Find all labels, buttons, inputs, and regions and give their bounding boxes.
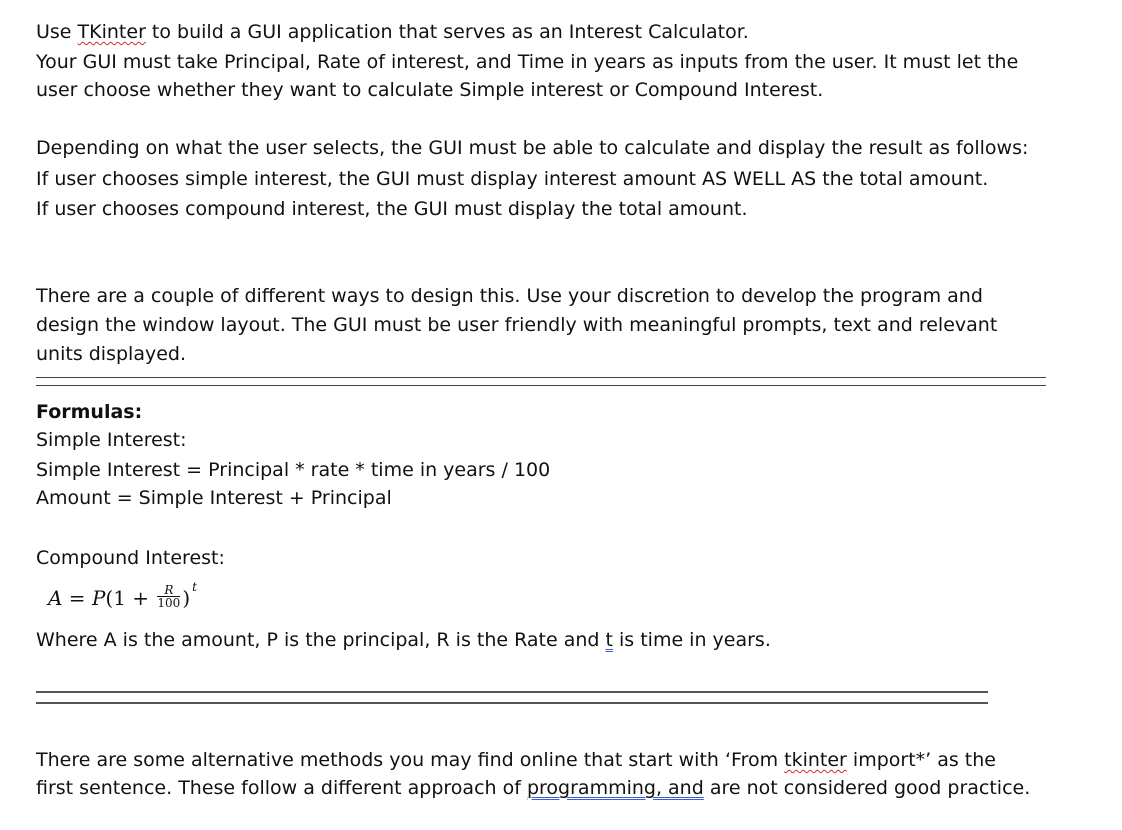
formula-lhs: A: [48, 586, 63, 610]
amount-formula: Amount = Simple Interest + Principal: [36, 487, 392, 509]
formula-fraction: $\frac{R}{100}$: [157, 583, 181, 610]
grammar-flag-t: t: [605, 629, 613, 651]
grammar-flag-programming: programming, and: [526, 777, 704, 799]
spelling-flag-tkinter: TKinter: [77, 21, 146, 43]
para1-line1: Use TKinter to build a GUI application that serves as an Interest Calculator.: [36, 21, 749, 43]
simple-interest-formula: Simple Interest = Principal * rate * time in years / 100: [36, 459, 551, 481]
separator-line: [36, 691, 988, 704]
para2-line2: If user chooses simple interest, the GUI must display interest amount AS WELL AS the total amount.: [36, 168, 989, 190]
para2-line3: If user chooses compound interest, the GUI must display the total amount.: [36, 198, 748, 220]
para2-line1: Depending on what the user selects, the GUI must be able to calculate and display the result as follows:: [36, 137, 1029, 159]
formula-exponent: t: [192, 580, 197, 594]
formula-where-line: Where A is the amount, P is the principal, R is the Rate and t is time in years.: [36, 629, 771, 651]
spelling-flag-tkinter: tkinter: [784, 749, 847, 771]
para1-line2: Your GUI must take Principal, Rate of interest, and Time in years as inputs from the user. It must let the: [36, 51, 1019, 73]
compound-interest-formula: A = P(1 + $\frac{R}{100}$ ) $^t$: [48, 580, 197, 610]
compound-interest-heading: Compound Interest:: [36, 547, 225, 569]
simple-interest-heading: Simple Interest:: [36, 429, 187, 451]
para3-line2: design the window layout. The GUI must be user friendly with meaningful prompts, text and relevant: [36, 314, 998, 336]
para3-line1: There are a couple of different ways to design this. Use your discretion to develop the program and: [36, 285, 983, 307]
para3-line3: units displayed.: [36, 343, 187, 365]
footer-line2: first sentence. These follow a different approach of programming, and are not considered good practice.: [36, 777, 1031, 799]
formulas-heading: Formulas:: [36, 401, 143, 423]
formula-principal: P: [91, 586, 106, 610]
separator-line: [36, 377, 1046, 386]
para1-line3: user choose whether they want to calculate Simple interest or Compound Interest.: [36, 79, 824, 101]
footer-line1: There are some alternative methods you may find online that start with ‘From tkinter import*’ as the: [36, 749, 996, 771]
